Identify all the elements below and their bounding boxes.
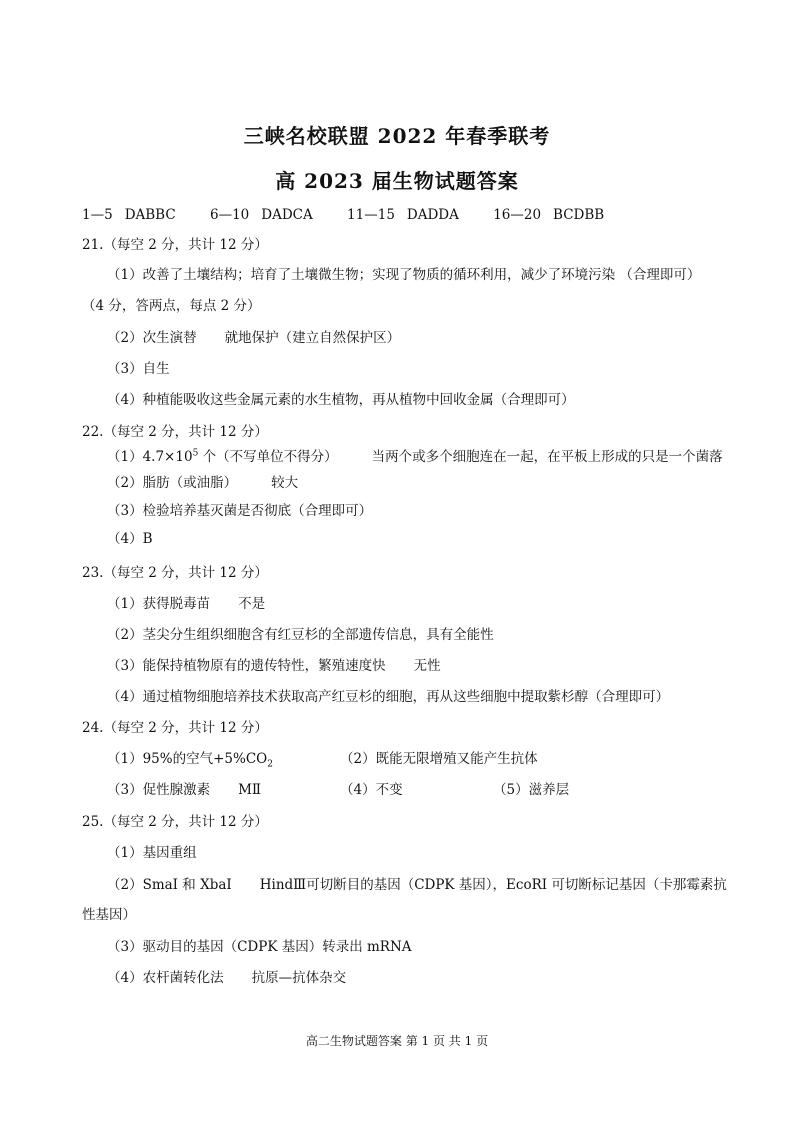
q22-answer-1 <box>107 448 723 466</box>
mc-answer: BCDBB <box>553 207 605 223</box>
q21-answer-1-continued: （4 分，答两点，每点 2 分） <box>82 298 261 314</box>
q21-answer-4: （4）种植能吸收这些金属元素的水生植物，再从植物中回收金属（合理即可） <box>107 392 575 408</box>
q25-answer-4 <box>107 969 346 987</box>
q22-answer-4: （4）B <box>107 531 153 547</box>
q22-answer-1-value: （1）4.7×10 <box>107 449 193 465</box>
q24-answer-3b: MⅡ <box>238 782 262 798</box>
q25-answer-4b: 抗原—抗体杂交 <box>251 970 347 986</box>
subscript: 2 <box>267 759 273 770</box>
q25-answer-4a: （4）农杆菌转化法 <box>107 970 224 986</box>
q24-answer-1-text: （1）95%的空气+5%CO <box>107 751 268 767</box>
q24-answer-5: （5）滋养层 <box>493 782 570 798</box>
q22-answer-2b: 较大 <box>271 475 299 491</box>
q25-answer-1: （1）基因重组 <box>107 845 197 861</box>
mc-answer: DABBC <box>124 207 176 223</box>
q21-answer-3: （3）自生 <box>107 361 170 377</box>
q22-answer-1-unit: 个（不写单位不得分） <box>198 449 338 465</box>
page-footer: 高二生物试题答案 第 1 页 共 1 页 <box>305 1034 489 1048</box>
q25-answer-2 <box>107 876 727 894</box>
q21-answer-2a: （2）次生演替 <box>107 330 197 346</box>
q22-answer-1b: 当两个或多个细胞连在一起，在平板上形成的只是一个菌落 <box>371 449 723 465</box>
exam-subtitle: 高 2023 届生物试题答案 <box>275 169 519 193</box>
mc-group <box>210 206 313 224</box>
q24-answer-3a: （3）促性腺激素 <box>107 782 211 798</box>
mc-range: 11—15 <box>347 207 395 223</box>
q24-answer-1 <box>107 750 273 768</box>
q25-answer-3: （3）驱动目的基因（CDPK 基因）转录出 mRNA <box>107 939 412 955</box>
mc-answer: DADCA <box>261 207 313 223</box>
q25-answer-2a: （2）SmaⅠ 和 XbaⅠ <box>107 877 232 893</box>
q22-answer-2 <box>107 474 298 492</box>
q22-answer-3: （3）检验培养基灭菌是否彻底（合理即可） <box>107 503 373 519</box>
mc-group <box>82 206 176 224</box>
question-25-heading: 25.（每空 2 分，共计 12 分） <box>82 814 268 830</box>
q23-answer-1b: 不是 <box>238 596 266 612</box>
multiple-choice-answers <box>82 206 634 224</box>
question-22-heading: 22.（每空 2 分，共计 12 分） <box>82 424 268 440</box>
q24-answer-3 <box>107 781 261 799</box>
exam-title: 三峡名校联盟 2022 年春季联考 <box>243 124 551 148</box>
question-23-heading: 23.（每空 2 分，共计 12 分） <box>82 565 268 581</box>
question-21-heading: 21.（每空 2 分，共计 12 分） <box>82 237 268 253</box>
q25-answer-2b: HindⅢ可切断目的基因（CDPK 基因），EcoRI 可切断标记基因（卡那霉素抗 <box>259 877 727 893</box>
q23-answer-2: （2）茎尖分生组织细胞含有红豆杉的全部遗传信息，具有全能性 <box>107 627 494 643</box>
q23-answer-4: （4）通过植物细胞培养技术获取高产红豆杉的细胞，再从这些细胞中提取紫杉醇（合理即可） <box>107 689 670 705</box>
mc-range: 1—5 <box>82 207 113 223</box>
exponent: 5 <box>192 448 199 459</box>
mc-range: 6—10 <box>209 207 250 223</box>
mc-range: 16—20 <box>493 207 542 223</box>
q24-answer-2: （2）既能无限增殖又能产生抗体 <box>340 751 538 767</box>
mc-group <box>493 206 604 224</box>
mc-group <box>347 206 459 224</box>
q21-answer-2b: 就地保护（建立自然保护区） <box>224 330 401 346</box>
q21-answer-1: （1）改善了土壤结构；培育了土壤微生物；实现了物质的循环利用，减少了环境污染 （合理即可） <box>107 267 701 283</box>
q23-answer-1 <box>107 595 265 613</box>
q23-answer-3b: 无性 <box>413 658 441 674</box>
question-24-heading: 24.（每空 2 分，共计 12 分） <box>82 720 268 736</box>
q25-answer-2-continued: 性基因） <box>82 907 136 923</box>
q23-answer-1a: （1）获得脱毒苗 <box>107 596 211 612</box>
mc-answer: DADDA <box>406 207 459 223</box>
q21-answer-2 <box>107 329 400 347</box>
q23-answer-3 <box>107 657 441 675</box>
q24-answer-4: （4）不变 <box>340 782 403 798</box>
q22-answer-2a: （2）脂肪（或油脂） <box>107 475 238 491</box>
q23-answer-3a: （3）能保持植物原有的遗传特性，繁殖速度快 <box>107 658 386 674</box>
